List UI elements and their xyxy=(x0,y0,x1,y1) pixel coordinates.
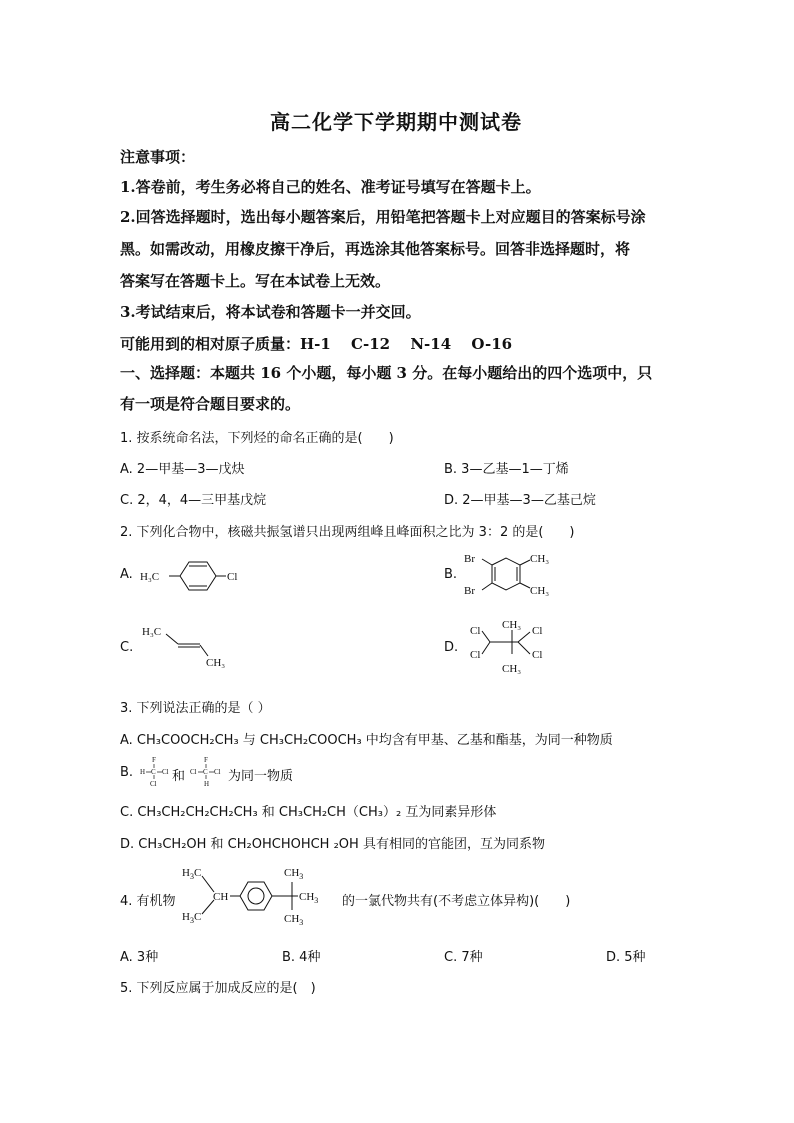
q4-stem-prefix: 4. 有机物 xyxy=(120,894,176,909)
q2-option-b-label: B. xyxy=(444,567,458,582)
q4-ch3-right: $CH_3$ xyxy=(299,891,319,905)
q2-stem: 2. 下列化合物中，核磁共振氢谱只出现两组峰且峰面积之比为 3：2 的是( ) xyxy=(120,525,575,540)
q5-stem: 5. 下列反应属于加成反应的是( ) xyxy=(120,981,316,996)
q1-option-d: D. 2—甲基—3—乙基己烷 xyxy=(444,493,596,508)
atomic-mass-line: 可能用到的相对原子质量：H-1 C-12 N-14 O-16 xyxy=(120,335,513,353)
q3-b2-f: F xyxy=(204,756,208,764)
q1-option-a: A. 2—甲基—3—戊炔 xyxy=(120,462,245,477)
q2-c-bottom-group: CH₃ xyxy=(206,657,226,669)
q3-option-d: D. CH₃CH₂OH 和 CH₂OHCHOHCH ₂OH 具有相同的官能团，互为同系物 xyxy=(120,837,545,852)
q1-option-c: C. 2，4，4—三甲基戊烷 xyxy=(120,493,267,508)
q3-b2-c: C xyxy=(203,768,208,776)
q2-structure-a xyxy=(138,553,248,599)
q2-a-right-group: Cl xyxy=(227,571,238,583)
notice-item-2a: 2.回答选择题时，选出每小题答案后，用铅笔把答题卡上对应题目的答案标号涂 xyxy=(120,208,646,226)
q4-stem-suffix: 的一氯代物共有(不考虑立体异构)( ) xyxy=(342,894,571,909)
q1-option-b: B. 3—乙基—1—丁烯 xyxy=(444,462,569,477)
q4-option-c: C. 7种 xyxy=(444,950,483,965)
q3-b1-cl-bottom: Cl xyxy=(150,780,157,788)
q2-d-ch3-top: CH₃ xyxy=(502,619,522,631)
q2-structure-d xyxy=(462,616,562,676)
q2-c-top-group: H₃C xyxy=(142,626,162,638)
q2-option-d-label: D. xyxy=(444,640,459,655)
q1-stem: 1. 按系统命名法，下列烃的命名正确的是( ) xyxy=(120,431,394,446)
q2-d-ch3-bottom: CH₃ xyxy=(502,663,522,675)
q3-b2-cl-left: Cl xyxy=(190,768,197,776)
q4-ch3-top: $CH_3$ xyxy=(284,867,304,881)
q3-b1-h: H xyxy=(140,768,146,776)
q2-b-ch3-top: CH₃ xyxy=(530,553,550,565)
q4-option-b: B. 4种 xyxy=(282,950,321,965)
notice-item-2c: 答案写在答题卡上。写在本试卷上无效。 xyxy=(120,272,391,290)
section1-line1: 一、选择题：本题共 16 个小题，每小题 3 分。在每小题给出的四个选项中，只 xyxy=(120,364,653,382)
q2-d-cl-1: Cl xyxy=(470,625,481,637)
q3-option-b-and: 和 xyxy=(172,769,186,784)
q4-option-a: A. 3种 xyxy=(120,950,159,965)
q3-option-c: C. CH₃CH₂CH₂CH₂CH₃ 和 CH₃CH₂CH（CH₃）₂ 互为同素异形体 xyxy=(120,805,497,820)
q3-structure-b2 xyxy=(188,754,228,790)
q2-d-cl-4: Cl xyxy=(532,649,543,661)
q3-option-b-text: 为同一物质 xyxy=(228,769,294,784)
q4-structure xyxy=(180,864,345,928)
q4-option-d: D. 5种 xyxy=(606,950,646,965)
q3-b2-h: H xyxy=(204,780,210,788)
q3-option-b-label: B. xyxy=(120,765,134,780)
q2-b-br-bottom: Br xyxy=(464,585,475,597)
q3-b1-f: F xyxy=(152,756,156,764)
q2-d-cl-3: Cl xyxy=(532,625,543,637)
notice-heading: 注意事项： xyxy=(120,148,196,166)
q2-b-ch3-bottom: CH₃ xyxy=(530,585,550,597)
section1-line2: 有一项是符合题目要求的。 xyxy=(120,395,301,413)
q3-b1-c: C xyxy=(151,768,156,776)
q4-ch-label: CH xyxy=(213,891,229,903)
q2-a-left-group: H₃C xyxy=(140,571,160,583)
notice-item-2b: 黑。如需改动，用橡皮擦干净后，再选涂其他答案标号。回答非选择题时，将 xyxy=(120,240,631,258)
q3-b2-cl-right: Cl xyxy=(214,768,221,776)
q3-option-a: A. CH₃COOCH₂CH₃ 与 CH₃CH₂COOCH₃ 中均含有甲基、乙基和酯基，为同一种物质 xyxy=(120,733,613,748)
q3-stem: 3. 下列说法正确的是（ ） xyxy=(120,701,271,716)
q4-ch3-lower-left: $H_3C$ xyxy=(182,911,202,925)
q2-structure-b xyxy=(462,550,558,598)
notice-item-3: 3.考试结束后，将本试卷和答题卡一并交回。 xyxy=(120,303,421,321)
q2-structure-c xyxy=(138,622,238,670)
page-title: 高二化学下学期期中测试卷 xyxy=(270,110,522,134)
q3-b1-cl-right: Cl xyxy=(162,768,169,776)
q4-ch3-bottom: $CH_3$ xyxy=(284,913,304,927)
q2-option-a-label: A. xyxy=(120,567,133,582)
q4-ch3-upper-left: $H_3C$ xyxy=(182,867,202,881)
q2-d-cl-2: Cl xyxy=(470,649,481,661)
q2-option-c-label: C. xyxy=(120,640,134,655)
q2-b-br-top: Br xyxy=(464,553,475,565)
notice-item-1: 1.答卷前，考生务必将自己的姓名、准考证号填写在答题卡上。 xyxy=(120,178,541,196)
q3-structure-b1 xyxy=(138,754,174,790)
